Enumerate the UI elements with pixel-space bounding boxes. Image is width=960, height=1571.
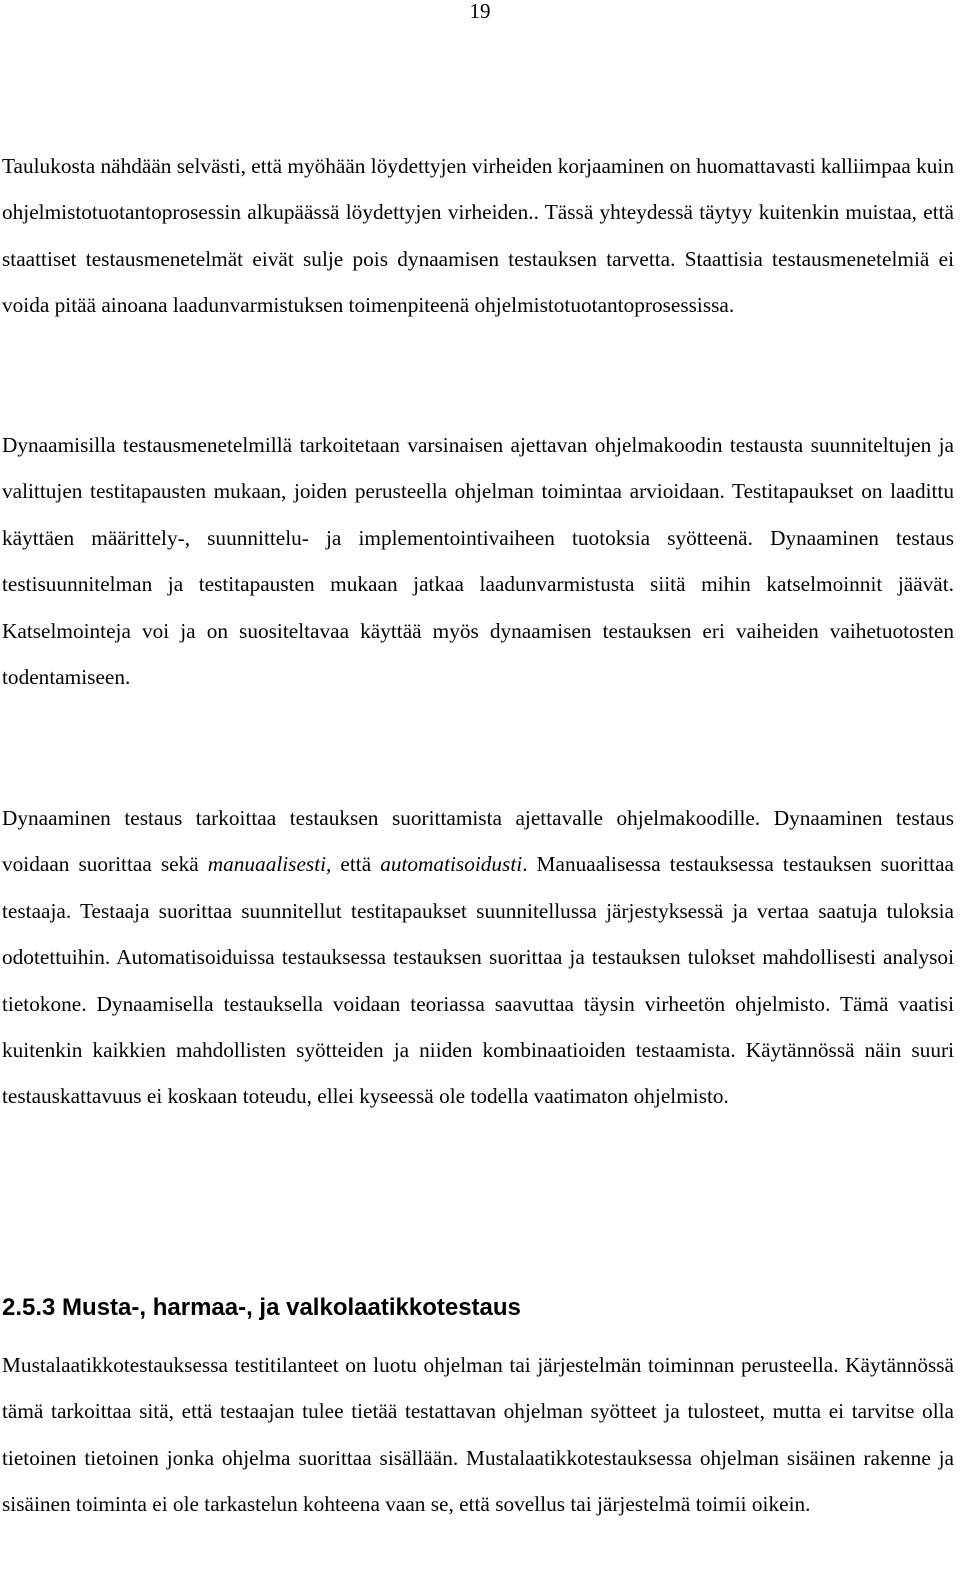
paragraph-static-vs-dynamic: Taulukosta nähdään selvästi, että myöhään löydettyjen virheiden korjaaminen on huomattavasti kalliimpaa kuin ohjelmistotuotantoprosessin alkupäässä löydettyjen virheiden.. Tässä yhteydessä täytyy kuitenkin muistaa, että staattiset testausmenetelmät eivät sulje pois dynaamisen testauksen tarvetta. Staattisia testausmenetelmiä ei voida pitää ainoana laadunvarmistuksen toimenpiteenä ohjelmistotuotantoprosessissa. [2,154,954,318]
paragraph-black-box: Mustalaatikkotestauksessa testitilanteet on luotu ohjelman tai järjestelmän toiminnan perusteella. Käytännössä tämä tarkoittaa sitä, että testaajan tulee tietää testattavan ohjelman syötteet ja tulosteet, mutta ei tarvitse olla tietoinen tietoinen jonka ohjelma suorittaa sisällään. Mustalaatikkotestauksessa ohjelman sisäinen rakenne ja sisäinen toiminta ei ole tarkastelun kohteena vaan se, että sovellus tai järjestelmä toimii oikein. [2,1353,954,1517]
emphasis-automated: automatisoidusti [380,852,523,877]
text-run: . Manuaalisessa testauksessa testauksen suorittaa testaaja. Testaaja suorittaa suunnitellut testitapaukset suunnitellussa järjestyksessä ja vertaa saatuja tuloksia odotettuihin. Automatisoiduissa testauksessa testauksen suorittaa ja testauksen tulokset mahdollisesti analysoi tietokone. Dynaamisella testauksella voidaan teoriassa saavuttaa täysin virheetön ohjelmisto. Tämä vaatisi kuitenkin kaikkien mahdollisten syötteiden ja niiden kombinaatioiden testaamista. Käytännössä näin suuri testauskattavuus ei koskaan toteudu, ellei kyseessä ole todella vaatimaton ohjelmisto. [2,852,954,1109]
emphasis-manual: manuaalisesti [207,852,327,877]
text-run: , että [326,852,381,877]
section-heading: 2.5.3 Musta-, harmaa-, ja valkolaatikkotestaus [2,1294,521,1321]
paragraph-dynamic-methods: Dynaamisilla testausmenetelmillä tarkoitetaan varsinaisen ajettavan ohjelmakoodin testausta suunniteltujen ja valittujen testitapausten mukaan, joiden perusteella ohjelman toimintaa arvioidaan. Testitapaukset on laadittu käyttäen määrittely-, suunnittelu- ja implementointivaiheen tuotoksia syötteenä. Dynaaminen testaus testisuunnitelman ja testitapausten mukaan jatkaa laadunvarmistusta siitä mihin katselmoinnit jäävät. Katselmointeja voi ja on suositeltavaa käyttää myös dynaamisen testauksen eri vaiheiden vaihetuotosten todentamiseen. [2,433,954,690]
page-number: 19 [469,0,491,23]
text-run: Dynaaminen testaus tarkoittaa testauksen suorittamista ajettavalle ohjelmakoodille. Dynaaminen testaus voidaan suorittaa sekä [2,806,954,877]
paragraph-dynamic-testing [2,795,954,1120]
